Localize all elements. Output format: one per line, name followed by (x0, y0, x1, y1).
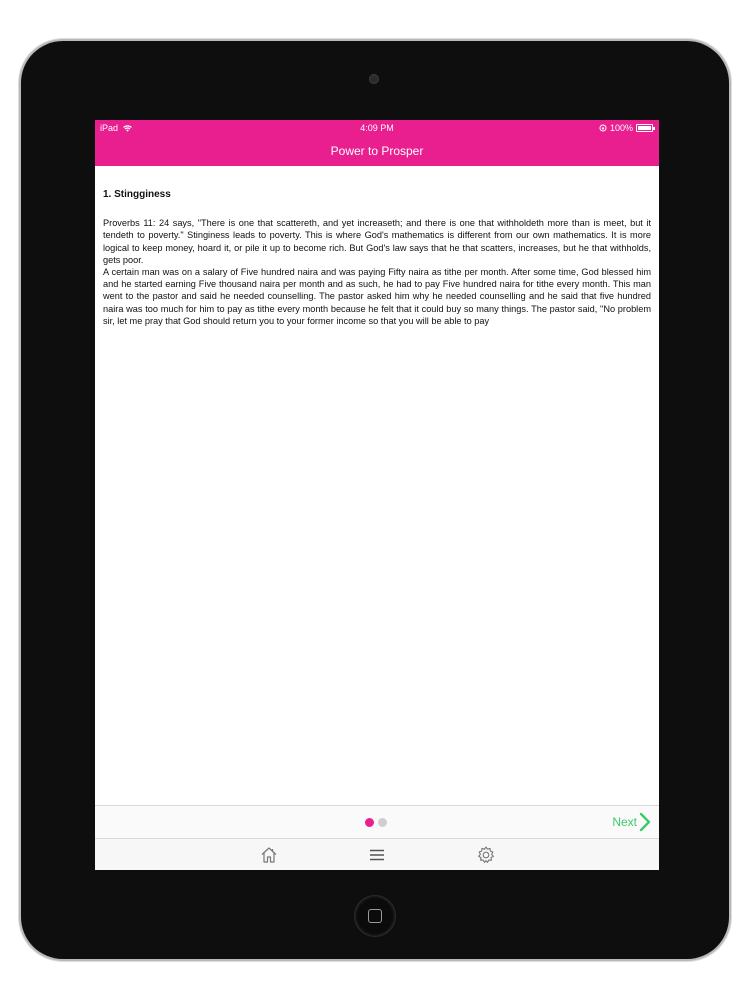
camera-icon (369, 74, 379, 84)
next-button[interactable] (612, 812, 651, 832)
article-paragraph: Proverbs 11: 24 says, "There is one that scattereth, and yet increaseth; and there is one that withholdeth more than is meet, but it tendeth to poverty." Stinginess leads to poverty. This is where God's mathematics is different from our own mathematics. It is more logical to keep money, hoard it, or pile it up to become rich. But God's law says that he that scatters, increases, but he that withholds, gets poor. (103, 218, 651, 265)
chevron-right-icon (639, 812, 651, 832)
battery-percent: 100% (609, 123, 633, 133)
menu-icon[interactable] (367, 845, 387, 865)
app-screen (95, 120, 659, 870)
settings-icon[interactable] (476, 845, 496, 865)
next-label: Next (612, 815, 637, 829)
nav-bar (95, 136, 659, 166)
article-content (103, 189, 651, 327)
home-button[interactable] (355, 896, 395, 936)
page-title: Power to Prosper (330, 144, 424, 158)
battery-icon (636, 124, 653, 132)
page-dot[interactable] (378, 818, 387, 827)
article-paragraph: A certain man was on a salary of Five hundred naira and was paying Fifty naira as tithe per month. After some time, God blessed him and he started earning Five thousand naira per month and as such, he had to pay Five hundred naira for tithe every month. This man went to the pastor and said he needed counselling. The pastor asked him why he needed counselling and he said that five hundred naira was too much for him to pay as tithe every month because he felt that it could buy so many things. The pastor said, "No problem sir, let me pray that God should return you to your former income so that you will be able to pay (103, 267, 651, 326)
pager-bar (95, 805, 659, 838)
carrier-label: iPad (100, 123, 119, 133)
page-indicator[interactable] (365, 818, 387, 827)
status-bar (95, 120, 659, 136)
status-right (599, 123, 653, 133)
status-time: 4:09 PM (360, 123, 394, 133)
article-heading: 1. Stingginess (103, 189, 171, 200)
home-button-square-icon (368, 909, 382, 923)
home-icon[interactable] (259, 845, 279, 865)
orientation-lock-icon (599, 124, 607, 132)
tab-bar (95, 838, 659, 870)
ipad-device (21, 41, 729, 959)
page-dot-active[interactable] (365, 818, 374, 827)
